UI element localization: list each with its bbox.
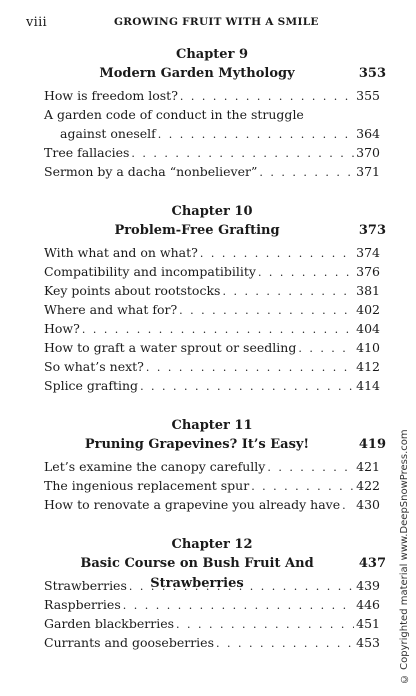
toc-entry [44,243,380,262]
leader-dots [146,358,354,377]
entry-title: How to graft a water sprout or seedling [44,340,297,355]
chapter-11 [44,417,386,514]
entry-title-line1: A garden code of conduct in the struggle [44,107,304,122]
entry-page: 421 [356,459,380,474]
leader-dots [140,377,354,396]
leader-dots [258,263,354,282]
toc-entry [44,143,380,162]
leader-dots [180,87,354,106]
entry-page: 451 [356,616,380,631]
entry-page: 355 [356,88,380,103]
chapter-title: Pruning Grapevines? It’s Easy! [84,437,310,452]
entry-title: Key points about rootstocks [44,283,221,298]
entry-title: Let’s examine the canopy carefully [44,459,266,474]
entry-title: The ingenious replacement spur [44,478,250,493]
entry-title: How to renovate a grapevine you already have [44,497,341,512]
chapter-number: Chapter 12 [171,537,253,552]
leader-dots [222,282,354,301]
page-number: viii [26,15,48,30]
entry-page: 404 [356,321,380,336]
leader-dots [267,458,354,477]
chapter-title-row [44,64,386,84]
entry-page: 439 [356,578,380,593]
chapter-title-row [44,435,386,455]
entry-title: With what and on what? [44,245,198,260]
entry-page: 412 [356,359,380,374]
chapter-number: Chapter 11 [171,418,253,433]
entry-page: 374 [356,245,380,260]
toc-entry [44,376,380,395]
toc-entry [44,457,380,476]
leader-dots [200,244,354,263]
entry-title-line2: against oneself [60,126,156,141]
toc-entry [44,319,380,338]
chapter-title: Problem-Free Grafting [114,223,280,238]
entry-page: 371 [356,164,380,179]
chapter-number: Chapter 10 [171,204,253,219]
toc-entry [44,338,380,357]
chapter-title-row [44,221,386,241]
leader-dots [131,144,354,163]
toc-entry [44,105,380,143]
leader-dots [298,339,354,358]
entry-title: Strawberries [44,578,127,593]
entry-title: So what’s next? [44,359,144,374]
entry-page: 402 [356,302,380,317]
chapter-9 [44,46,386,181]
entry-page: 446 [356,597,380,612]
entry-title: Garden blackberries [44,616,175,631]
toc-entry [44,476,380,495]
leader-dots [123,596,354,615]
leader-dots [259,163,354,182]
leader-dots [179,301,354,320]
chapter-10 [44,203,386,395]
entry-title: Splice grafting [44,378,139,393]
toc-entry [44,614,380,633]
table-of-contents [44,46,386,674]
toc-entry [44,300,380,319]
chapter-page: 437 [358,556,386,571]
entry-page: 422 [356,478,380,493]
toc-entry [44,357,380,376]
toc-entry [44,262,380,281]
chapter-title: Modern Garden Mythology [99,66,295,81]
toc-entry [44,281,380,300]
entry-page: 430 [356,497,380,512]
entry-title: Where and what for? [44,302,178,317]
entry-page: 410 [356,340,380,355]
entry-page: 376 [356,264,380,279]
entry-title: Sermon by a dacha “nonbeliever” [44,164,258,179]
copyright-notice: © Copyrighted material www.DeepSnowPress.com [399,429,410,685]
chapter-number: Chapter 9 [175,47,248,62]
leader-dots [216,634,354,653]
entry-title: Raspberries [44,597,121,612]
leader-dots [158,125,354,144]
toc-entry [44,495,380,514]
leader-dots [82,320,354,339]
entry-page: 370 [356,145,380,160]
entry-title: Currants and gooseberries [44,635,214,650]
entry-page: 414 [356,378,380,393]
toc-entry [44,86,380,105]
entry-title: Compatibility and incompatibility [44,264,256,279]
entry-page: 381 [356,283,380,298]
leader-dots [251,477,354,496]
toc-entry [44,633,380,652]
leader-dots [342,496,354,515]
entry-page: 364 [356,126,380,141]
toc-entry [44,162,380,181]
leader-dots [176,615,354,634]
chapter-page: 373 [358,223,386,238]
toc-entry [44,595,380,614]
chapter-title: Basic Course on Bush Fruit And Strawberries [80,556,314,591]
chapter-12 [44,536,386,652]
entry-page: 453 [356,635,380,650]
entry-title: How is freedom lost? [44,88,178,103]
running-head-title: GROWING FRUIT WITH A SMILE [114,16,319,28]
entry-title: Tree fallacies [44,145,130,160]
chapter-page: 419 [358,437,386,452]
entry-title: How? [44,321,80,336]
chapter-page: 353 [358,66,386,81]
